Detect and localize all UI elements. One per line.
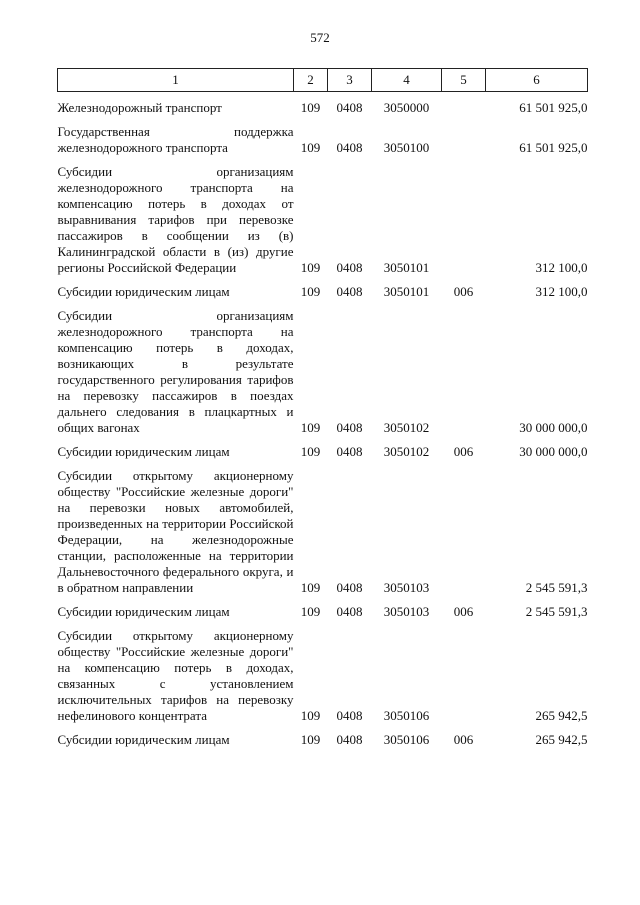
row-expense-code — [442, 116, 486, 156]
row-expense-code — [442, 92, 486, 117]
row-article-code: 3050103 — [383, 604, 430, 619]
row-name: Субсидии юридическим лицам — [57, 444, 230, 459]
row-section-code: 0408 — [336, 260, 363, 275]
row-article-code: 3050103 — [383, 580, 430, 595]
row-amount: 61 501 925,0 — [519, 140, 588, 155]
row-section-code: 0408 — [336, 420, 363, 435]
row-expense-code: 006 — [453, 732, 474, 747]
row-ministry-code: 109 — [300, 604, 321, 619]
row-amount: 30 000 000,0 — [519, 420, 588, 435]
row-article-code: 3050106 — [383, 732, 430, 747]
row-article-code: 3050000 — [383, 100, 430, 115]
row-ministry-code: 109 — [300, 444, 321, 459]
row-name: Государственная поддержка железнодорожного транспорта — [57, 124, 294, 155]
row-name: Субсидии юридическим лицам — [57, 284, 230, 299]
table-row — [58, 460, 588, 596]
row-ministry-code: 109 — [300, 420, 321, 435]
table-row — [58, 116, 588, 156]
row-ministry-code: 109 — [300, 260, 321, 275]
row-amount: 30 000 000,0 — [519, 444, 588, 459]
row-name: Субсидии открытому акционерному обществу "Российские железные дороги" на компенсацию потерь в доходах, связанных с установлением исключительных тарифов на перевозку нефелинового концентрата — [57, 628, 294, 723]
row-section-code: 0408 — [336, 708, 363, 723]
table-header-row — [58, 69, 588, 92]
budget-table — [57, 68, 588, 748]
column-header-name: 1 — [58, 69, 294, 92]
table-row — [58, 276, 588, 300]
row-article-code: 3050100 — [383, 140, 430, 155]
row-article-code: 3050101 — [383, 260, 430, 275]
row-expense-code: 006 — [453, 284, 474, 299]
row-section-code: 0408 — [336, 444, 363, 459]
table-row — [58, 724, 588, 748]
row-name: Субсидии организациям железнодорожного транспорта на компенсацию потерь в доходах от выравнивания тарифов при перевозке пассажиров в сообщении из (в) Калининградской области в (из) другие регионы Российской Федерации — [57, 164, 294, 275]
table-row — [58, 92, 588, 117]
column-header-expense-type: 5 — [442, 69, 486, 92]
row-section-code: 0408 — [336, 140, 363, 155]
row-article-code: 3050102 — [383, 444, 430, 459]
row-expense-code — [442, 300, 486, 436]
row-ministry-code: 109 — [300, 100, 321, 115]
column-header-amount: 6 — [486, 69, 588, 92]
table-row — [58, 436, 588, 460]
row-name: Субсидии открытому акционерному обществу "Российские железные дороги" на перевозки новых автомобилей, произведенных на территории Российской Федерации, на железнодорожные станции, расположенные на территории Дальневосточного федерального округа, и в обратном направлении — [57, 468, 294, 595]
row-amount: 2 545 591,3 — [525, 580, 588, 595]
table-row — [58, 300, 588, 436]
row-ministry-code: 109 — [300, 732, 321, 747]
row-article-code: 3050101 — [383, 284, 430, 299]
row-amount: 2 545 591,3 — [525, 604, 588, 619]
page-number: 572 — [310, 30, 330, 45]
row-section-code: 0408 — [336, 732, 363, 747]
table-row — [58, 156, 588, 276]
column-header-ministry: 2 — [294, 69, 328, 92]
row-section-code: 0408 — [336, 100, 363, 115]
row-article-code: 3050106 — [383, 708, 430, 723]
row-section-code: 0408 — [336, 580, 363, 595]
row-expense-code — [442, 156, 486, 276]
row-expense-code — [442, 620, 486, 724]
row-expense-code: 006 — [453, 604, 474, 619]
row-amount: 265 942,5 — [535, 732, 588, 747]
row-ministry-code: 109 — [300, 708, 321, 723]
table-row — [58, 596, 588, 620]
table-row — [58, 620, 588, 724]
row-name: Субсидии организациям железнодорожного транспорта на компенсацию потерь в доходах, возникающих в результате государственного регулирования тарифов на перевозку пассажиров в поездах дальнего следования в плацкартных и общих вагонах — [57, 308, 294, 435]
row-name: Субсидии юридическим лицам — [57, 732, 230, 747]
column-header-target-article: 4 — [372, 69, 442, 92]
row-ministry-code: 109 — [300, 580, 321, 595]
row-name: Железнодорожный транспорт — [57, 100, 222, 115]
row-amount: 265 942,5 — [535, 708, 588, 723]
row-ministry-code: 109 — [300, 284, 321, 299]
column-header-section: 3 — [328, 69, 372, 92]
row-amount: 312 100,0 — [535, 260, 588, 275]
row-ministry-code: 109 — [300, 140, 321, 155]
row-expense-code: 006 — [453, 444, 474, 459]
row-article-code: 3050102 — [383, 420, 430, 435]
row-section-code: 0408 — [336, 284, 363, 299]
row-expense-code — [442, 460, 486, 596]
row-name: Субсидии юридическим лицам — [57, 604, 230, 619]
row-amount: 61 501 925,0 — [519, 100, 588, 115]
row-section-code: 0408 — [336, 604, 363, 619]
row-amount: 312 100,0 — [535, 284, 588, 299]
